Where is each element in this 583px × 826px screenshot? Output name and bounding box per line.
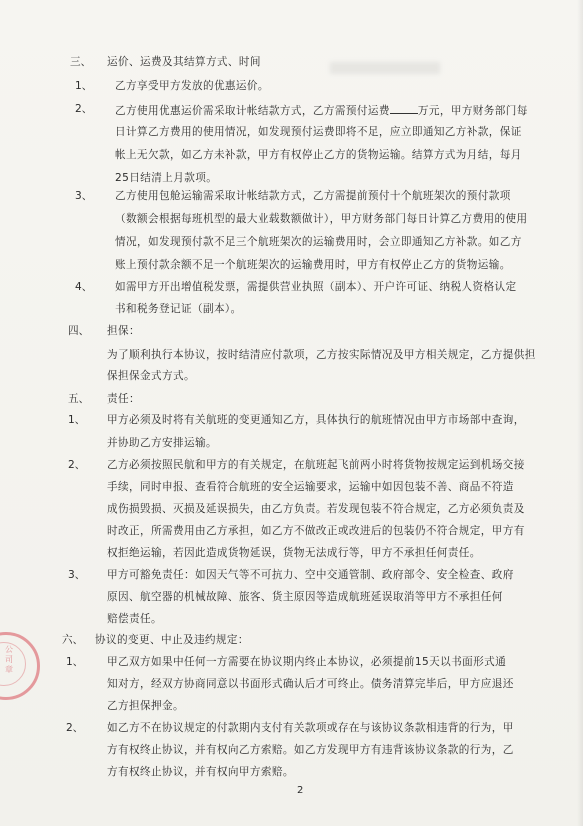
item-number: 1、 <box>66 656 84 668</box>
paragraph-line: 原因、航空器的机械故障、旅客、货主原因等造成航班延误取消等甲方不承担任何 <box>107 591 503 603</box>
text-run: 乙方使用优惠运价需采取计帐结款方式，乙方需预付运费 <box>115 105 390 117</box>
item-number: 3、 <box>68 569 86 581</box>
section-heading: 担保： <box>107 325 140 337</box>
paragraph-line: 帐上无欠款，如乙方未补款，甲方有权停止乙方的货物运输。结算方式为月结，每月 <box>115 149 522 161</box>
paragraph-line: 并协助乙方安排运输。 <box>107 437 217 449</box>
paragraph-line: 时改正，所需费用由乙方承担，如乙方不做改正或改进后的包装仍不符合规定，甲方有 <box>107 525 525 537</box>
seal-lettering: 公司章 <box>5 645 13 674</box>
paragraph-line: 成伤损毁损、灭损及延误损失，由乙方负责。若发现包装不符合规定，乙方必须负责及 <box>107 503 525 515</box>
paragraph-line: 方有权终止协议，并有权向甲方索赔。 <box>107 766 294 778</box>
bleed-through-mark <box>330 62 440 74</box>
paragraph-line: （数额会根据每班机型的最大业载数额做计），甲方财务部门每日计算乙方费用的使用 <box>115 213 528 225</box>
paragraph-line <box>115 103 528 118</box>
paragraph-line: 权拒绝运输，若因此造成货物延误，货物无法成行等，甲方不承担任何责任。 <box>107 547 481 559</box>
paragraph-line: 账上预付款余额不足一个航班架次的运输费用时，甲方有权停止乙方的货物运输。 <box>115 259 511 271</box>
paragraph-line: 乙方享受甲方发放的优惠运价。 <box>115 80 269 92</box>
section-number: 五、 <box>68 393 90 405</box>
item-number: 2、 <box>75 103 93 115</box>
item-number: 4、 <box>75 281 93 293</box>
fill-in-blank <box>390 103 418 114</box>
item-number: 1、 <box>68 414 86 426</box>
paragraph-line: 乙方使用包舱运输需采取计帐结款方式，乙方需提前预付十个航班架次的预付款项 <box>115 190 511 202</box>
paragraph-line: 如需甲方开出增值税发票，需提供营业执照（副本）、开户许可证、纳税人资格认定 <box>115 281 517 293</box>
paragraph-line: 甲方可豁免责任：如因天气等不可抗力、空中交通管制、政府部令、安全检查、政府 <box>107 569 514 581</box>
section-heading: 责任： <box>107 393 140 405</box>
section-heading: 协议的变更、中止及违约规定： <box>95 634 249 646</box>
paragraph-line: 乙方担保押金。 <box>107 700 184 712</box>
text-run: 万元，甲方财务部门每 <box>417 105 528 117</box>
section-heading: 运价、运费及其结算方式、时间 <box>107 56 261 68</box>
paragraph-line: 25日结清上月款项。 <box>115 172 218 184</box>
item-number: 1、 <box>75 80 93 92</box>
page-number: 2 <box>297 785 304 796</box>
section-number: 三、 <box>70 56 92 68</box>
paragraph-line: 情况，如发现预付款不足三个航班架次的运输费用时，会立即通知乙方补款。如乙方 <box>115 236 522 248</box>
paragraph-line: 甲乙双方如果中任何一方需要在协议期内终止本协议，必须提前15天以书面形式通 <box>107 656 507 668</box>
section-number: 四、 <box>68 325 90 337</box>
item-number: 3、 <box>75 190 93 202</box>
paragraph-line: 书和税务登记证（副本）。 <box>115 303 242 315</box>
paragraph-line: 方有权终止协议，并有权向乙方索赔。如乙方发现甲方有违背该协议条款的行为，乙 <box>107 744 514 756</box>
item-number: 2、 <box>66 722 84 734</box>
paragraph-line: 日计算乙方费用的使用情况，如发现预付运费即将不足，应立即通知乙方补款，保证 <box>115 126 522 138</box>
paragraph-line: 为了顺利执行本协议，按时结清应付款项，乙方按实际情况及甲方相关规定，乙方提供担 <box>107 349 536 361</box>
paragraph-line: 如乙方不在协议规定的付款期内支付有关款项或存在与该协议条款相违背的行为，甲 <box>107 722 514 734</box>
paragraph-line: 赔偿责任。 <box>107 613 162 625</box>
section-number: 六、 <box>62 634 84 646</box>
paragraph-line: 手续，同时申报、查看符合航班的安全运输要求，运输中如因包装不善、商品不符造 <box>107 481 514 493</box>
item-number: 2、 <box>68 459 86 471</box>
paragraph-line: 保担保金式方式。 <box>107 370 195 382</box>
paragraph-line: 乙方必须按照民航和甲方的有关规定，在航班起飞前两小时将货物按规定运到机场交接 <box>107 459 525 471</box>
paragraph-line: 甲方必须及时将有关航班的变更通知乙方，具体执行的航班情况由甲方市场部中查询， <box>107 414 525 426</box>
scan-edge-shadow <box>577 0 583 826</box>
paragraph-line: 知对方，经双方协商同意以书面形式确认后才可终止。债务清算完毕后，甲方应退还 <box>107 678 514 690</box>
